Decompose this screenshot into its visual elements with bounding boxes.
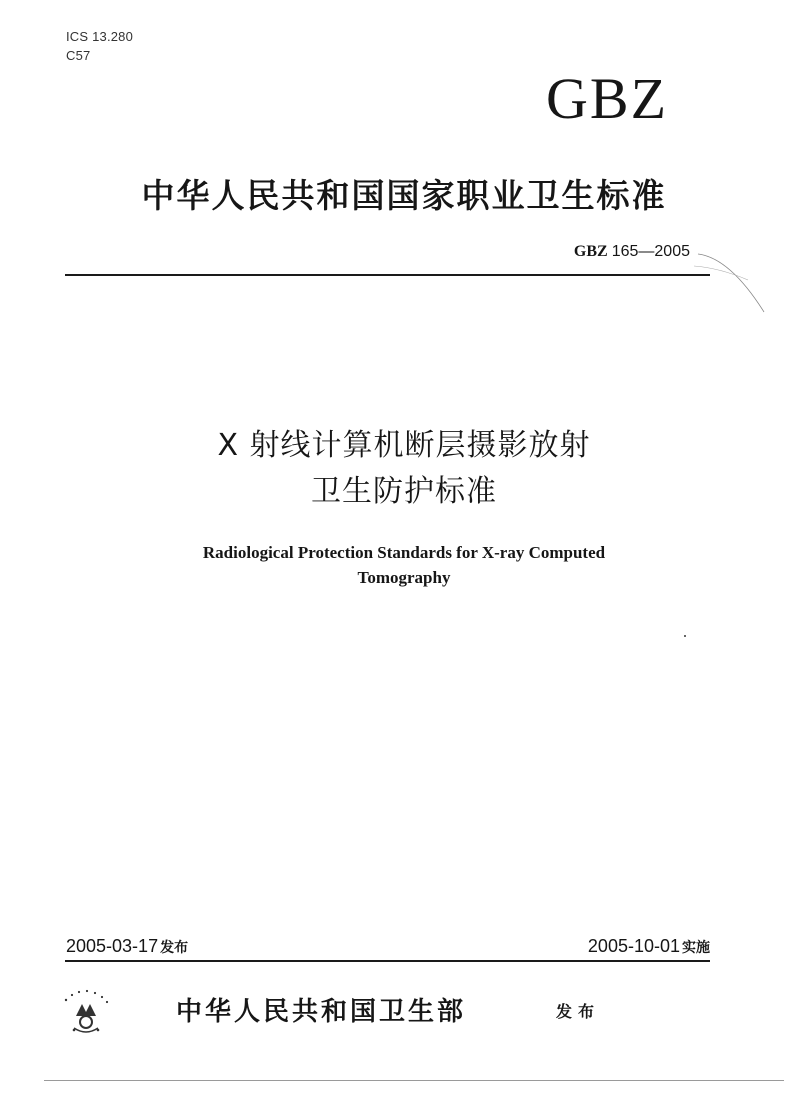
implement-label: 实施 [682, 940, 710, 956]
standard-type-heading: 中华人民共和国国家职业卫生标准 [141, 176, 667, 215]
issuer-action: 发布 [556, 1002, 601, 1021]
ics-classification [66, 27, 133, 65]
scan-edge-line [44, 1080, 784, 1081]
implement-date: 2005-10-01 [587, 936, 680, 956]
standard-prefix: GBZ [573, 243, 608, 260]
issue-label: 发布 [160, 940, 189, 956]
gbz-logo: GBZ [546, 66, 668, 131]
title-en-line1: Radiological Protection Standards for X-ray Computed [202, 543, 606, 562]
scan-fold-mark [690, 250, 770, 320]
title-cn-line1: X 射线计算机断层摄影放射 [217, 428, 591, 463]
standard-number [0, 241, 690, 263]
footer-rule [65, 960, 710, 962]
title-en-line2: Tomography [357, 568, 451, 587]
ministry-emblem-icon [56, 986, 116, 1036]
title-cn-line2: 卫生防护标准 [311, 474, 497, 509]
scan-speck [684, 635, 686, 637]
header-rule [65, 274, 710, 276]
issue-date: 2005-03-17 [66, 936, 159, 956]
ics-code: ICS 13.280 [66, 29, 134, 44]
ccs-code: C57 [66, 48, 91, 63]
standard-number-value: 165—2005 [611, 243, 690, 260]
implement-date-block [588, 934, 710, 960]
issue-date-block [66, 934, 188, 960]
issuer-name: 中华人民共和国卫生部 [176, 997, 467, 1027]
